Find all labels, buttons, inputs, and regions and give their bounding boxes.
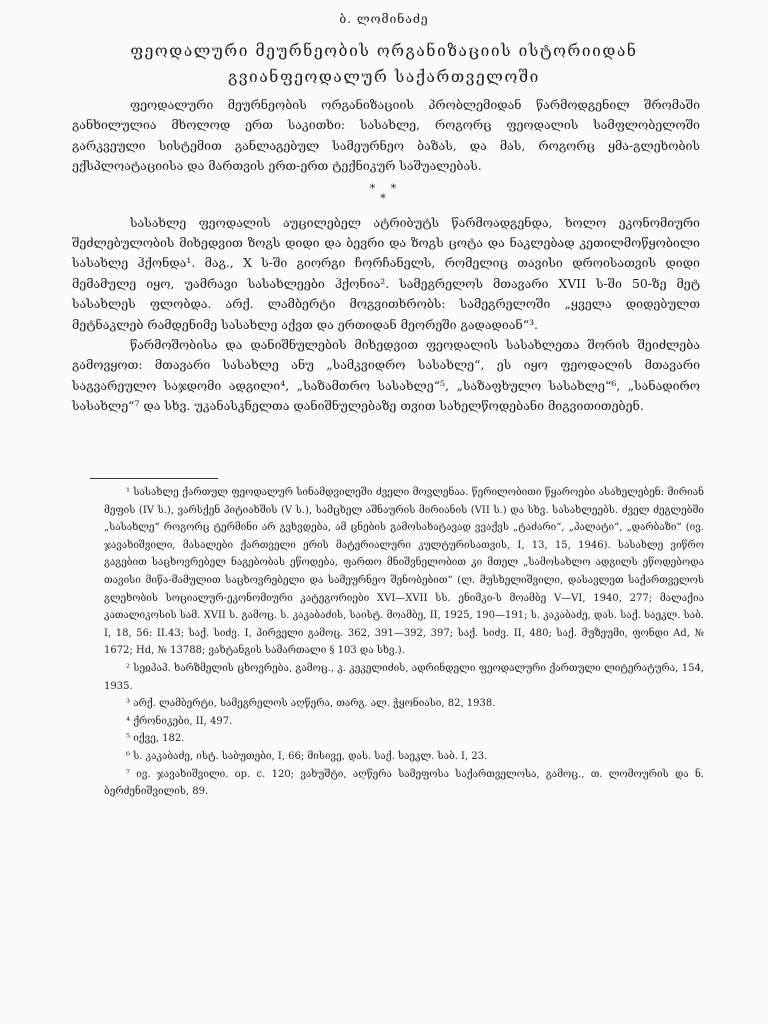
title-line-2: გვიანფეოდალურ საქართველოში	[228, 68, 540, 86]
footnote-5: ⁵ იქვე, 182.	[126, 733, 185, 745]
section-separator: * * *	[369, 181, 403, 205]
footnote-4: ⁴ ქრონიკები, II, 497.	[126, 715, 233, 727]
paragraph-intro: ფეოდალური მეურნეობის ორგანიზაციის პრობლემიდან წარმოდგენილ შრომაში განხილულია მხოლოდ ერთ საკითხი: სასახლე, როგორც ფეოდალის სამფლობელოში გარკვეული სისტემით განლაგებულ სამეურნეო ბაზას, და მას, როგორც ყმა-გლეხობის ექსპლოატაციისა და მართვის ერთ-ერთ ტექნიკურ საშუალებას.	[72, 97, 700, 174]
paragraph-3: წარმოშობისა და დანიშნულების მიხედვით ფეოდალის სასახლეთა შორის შეიძლება გამოვყოთ: მთავარი სასახლე ანუ „სამკვიდრო სასახლე“, ეს იყო ფეოდალის მთავარი საგვარეულო საჯდომი ადგილი⁴, „საზამთრო სასახლე“⁵, „საზაფხულო სასახლე“⁶, „სანადირო სასახლე“⁷ და სხვ. უკანასკნელთა დანიშნულებაზე თვით სახელწოდებანი მიგვითითებენ.	[72, 337, 700, 414]
article-title	[60, 38, 708, 90]
footnotes	[104, 484, 704, 801]
footnote-3: ³ არქ. ლამბერტი, სამეგრელოს აღწერა, თარგ. ალ. ჭყონიასი, 82, 1938.	[126, 698, 496, 710]
footnote-2: ² სეჲპაპ. ხარზმელის ცხოვრება, გამოც., კ. კეკელიძის, ადრინდელი ფეოდალური ქართული ლიტერატურა, 154, 1935.	[104, 662, 704, 692]
author-name: ბ. ლომინაძე	[339, 12, 429, 26]
footnote-6: ⁶ ს. კაკაბაძე, ისტ. საბუთები, I, 66; მისივე, დას. საქ. საეკლ. საბ. I, 23.	[126, 750, 488, 762]
footnote-divider	[90, 478, 218, 479]
article-body	[72, 95, 700, 417]
title-line-1: ფეოდალური მეურნეობის ორგანიზაციის ისტორიიდან	[130, 42, 638, 60]
paragraph-2: სასახლე ფეოდალის აუცილებელ ატრიბუტს წარმოადგენდა, ხოლო ეკონომიური შეძლებულობის მიხედვით ზოგს დიდი და ბევრი და ზოგს ცოტა და ნაკლებად კეთილმოწყობილი სასახლე ჰქონდა¹. მაგ., X ს-ში გიორგი ჩორჩანელს, რომელიც თავისი დროისათვის დიდი მემამულე იყო, უამრავი სასახლეები ჰქონია². სამეგრელოს მთავარი XVII ს-ში 50-ზე მეტ სასახლეს ფლობდა. არქ. ლამბერტი მოგვითხრობს: სამეგრელოში „ყველა დიდებულთ მეტნაკლებ რამდენიმე სასახლე აქვთ და ერთიდან მეორეში გადადიან“³.	[72, 214, 700, 332]
footnote-1: ¹ სასახლე ქართულ ფეოდალურ სინამდვილეში ძველი მოვლენაა. წერილობითი წყაროები ასახელებენ: მირიან მეფის (IV ს.), ვარსქენ პიტიახშის (V ს.), სამცხელ აშნაურის მირიანის (VII ს.) და სხვ. სასახლეებს. ძველ ძეგლებში „სასახლე“ როგორც ტერმინი არ გვხვდება, ამ ცნების გამოსახატავად ვვაქვს „ტაძარი“, „პალატი“, „დარბაზი“ (ივ. ჯავახიშვილი, მასალები ქართველი ერის მატერიალური კულტურისათვის, I, 13, 15, 1946). სასახლე ვიწრო გაგებით საცხოვრებელ ნაგებობას ეწოდება, ფართო მნიშვნელობით კი მთელ „სამოსახლო ადგილს ეწოდებოდა თავისი მიწა-მამულით საცხოვრებელი და სამეურნეო შენობებით“ (ლ. მუსხელიშვილი, დასავლეთ საქართველოს გლეხობის სოციალურ-ეკონომიური კატეგორიები XVI—XVII სს. ენიმკი-ს მოამბე V—VI, 1940, 277; მალაქია კათალიკოსის სამ. XVII ს. გამოც. ს. კაკაბაძის, საისტ. მოამბე, II, 1925, 190—191; ს. კაკაბაძე, დას. საქ. საეკლ. საბ. I, 18, 56: II.43; საქ. სიძვ. I, პირველი გამოც. 362, 391—392, 397; საქ. სიძვ. II, 480; საქ. მუზეუმი, ფონდი Ad, № 1672; Hd, № 13788; ვახტანგის სამართალი § 103 და სხვ.).	[104, 487, 704, 657]
footnote-7: ⁷ ივ. ჯავახიშვილი. op. c. 120; ვახუშტი, აღწერა სამეფოსა საქართველოსა, გამოც., თ. ლომოურის და ნ. ბერძენიშვილის, 89.	[104, 768, 704, 798]
